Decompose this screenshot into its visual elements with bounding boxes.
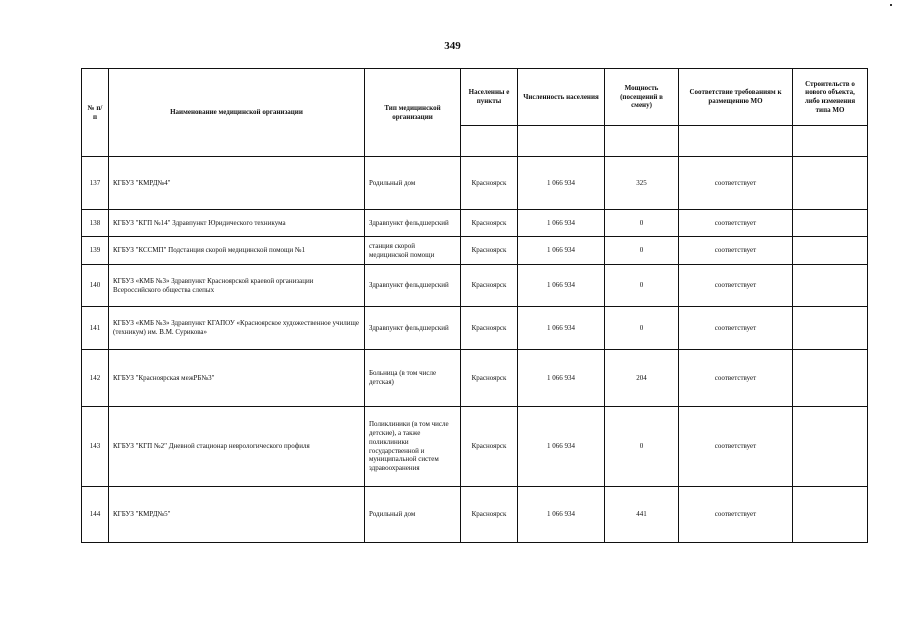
row-compliance: соответствует bbox=[679, 407, 793, 487]
header-sub-cell bbox=[605, 126, 679, 157]
row-type: Родильный дом bbox=[365, 157, 461, 210]
medical-organizations-table bbox=[81, 68, 868, 543]
row-num: 139 bbox=[82, 237, 109, 265]
table-row bbox=[82, 237, 868, 265]
header-compliance: Соответствие требованиям к размещению МО bbox=[679, 69, 793, 126]
header-type: Тип медицинской организации bbox=[365, 69, 461, 157]
row-capacity: 0 bbox=[605, 265, 679, 307]
row-construction bbox=[793, 407, 868, 487]
row-construction bbox=[793, 157, 868, 210]
row-population: 1 066 934 bbox=[518, 237, 605, 265]
header-num: № п/п bbox=[82, 69, 109, 157]
row-settlement: Красноярск bbox=[461, 210, 518, 237]
row-capacity: 0 bbox=[605, 407, 679, 487]
header-sub-cell bbox=[461, 126, 518, 157]
row-capacity: 0 bbox=[605, 237, 679, 265]
row-capacity: 0 bbox=[605, 210, 679, 237]
row-name: КГБУЗ «КМБ №3» Здравпункт КГАПОУ «Красноярское художественное училище (техникум) им. В.М. Сурикова» bbox=[109, 307, 365, 350]
row-type: Здравпункт фельдшерский bbox=[365, 210, 461, 237]
row-compliance: соответствует bbox=[679, 487, 793, 543]
table-row bbox=[82, 265, 868, 307]
table-row bbox=[82, 350, 868, 407]
row-type: станция скорой медицинской помощи bbox=[365, 237, 461, 265]
row-population: 1 066 934 bbox=[518, 407, 605, 487]
row-num: 140 bbox=[82, 265, 109, 307]
row-capacity: 441 bbox=[605, 487, 679, 543]
row-capacity: 0 bbox=[605, 307, 679, 350]
row-construction bbox=[793, 210, 868, 237]
table-row bbox=[82, 407, 868, 487]
row-settlement: Красноярск bbox=[461, 265, 518, 307]
row-compliance: соответствует bbox=[679, 350, 793, 407]
row-settlement: Красноярск bbox=[461, 237, 518, 265]
row-construction bbox=[793, 487, 868, 543]
row-num: 143 bbox=[82, 407, 109, 487]
table-row bbox=[82, 210, 868, 237]
row-name: КГБУЗ "КМРД№4" bbox=[109, 157, 365, 210]
header-sub-cell bbox=[679, 126, 793, 157]
row-name: КГБУЗ "КССМП" Подстанция скорой медицинской помощи №1 bbox=[109, 237, 365, 265]
row-name: КГБУЗ "Красноярская межРБ№3" bbox=[109, 350, 365, 407]
row-type: Здравпункт фельдшерский bbox=[365, 307, 461, 350]
row-name: КГБУЗ "КМРД№5" bbox=[109, 487, 365, 543]
row-num: 142 bbox=[82, 350, 109, 407]
row-construction bbox=[793, 237, 868, 265]
row-population: 1 066 934 bbox=[518, 210, 605, 237]
row-construction bbox=[793, 350, 868, 407]
row-construction bbox=[793, 265, 868, 307]
row-capacity: 325 bbox=[605, 157, 679, 210]
page-number: 349 bbox=[444, 40, 461, 52]
header-population: Численность населения bbox=[518, 69, 605, 126]
header-name: Наименование медицинской организации bbox=[109, 69, 365, 157]
row-settlement: Красноярск bbox=[461, 157, 518, 210]
row-settlement: Красноярск bbox=[461, 350, 518, 407]
row-type: Поликлиники (в том числе детские), а также поликлиники государственной и муниципальной систем здравоохранения bbox=[365, 407, 461, 487]
header-settlements: Населенны е пункты bbox=[461, 69, 518, 126]
row-name: КГБУЗ «КМБ №3» Здравпункт Красноярской краевой организации Всероссийского общества слепых bbox=[109, 265, 365, 307]
row-settlement: Красноярск bbox=[461, 307, 518, 350]
row-name: КГБУЗ "КГП №14" Здравпункт Юридического техникума bbox=[109, 210, 365, 237]
row-population: 1 066 934 bbox=[518, 487, 605, 543]
table-body bbox=[82, 157, 868, 543]
row-num: 141 bbox=[82, 307, 109, 350]
header-capacity: Мощность (посещений в смену) bbox=[605, 69, 679, 126]
row-type: Больница (в том числе детская) bbox=[365, 350, 461, 407]
row-population: 1 066 934 bbox=[518, 350, 605, 407]
row-capacity: 204 bbox=[605, 350, 679, 407]
table-row bbox=[82, 307, 868, 350]
row-compliance: соответствует bbox=[679, 265, 793, 307]
row-type: Родильный дом bbox=[365, 487, 461, 543]
header-construction: Строительств о нового объекта, либо изменения типа МО bbox=[793, 69, 868, 126]
row-compliance: соответствует bbox=[679, 210, 793, 237]
row-type: Здравпункт фельдшерский bbox=[365, 265, 461, 307]
header-sub-cell bbox=[793, 126, 868, 157]
row-num: 138 bbox=[82, 210, 109, 237]
row-population: 1 066 934 bbox=[518, 307, 605, 350]
row-compliance: соответствует bbox=[679, 307, 793, 350]
table-header-row bbox=[82, 69, 868, 126]
row-settlement: Красноярск bbox=[461, 487, 518, 543]
row-compliance: соответствует bbox=[679, 237, 793, 265]
header-sub-cell bbox=[518, 126, 605, 157]
speck-mark bbox=[890, 4, 892, 6]
row-population: 1 066 934 bbox=[518, 157, 605, 210]
row-population: 1 066 934 bbox=[518, 265, 605, 307]
row-num: 137 bbox=[82, 157, 109, 210]
row-settlement: Красноярск bbox=[461, 407, 518, 487]
row-compliance: соответствует bbox=[679, 157, 793, 210]
row-name: КГБУЗ "КГП №2" Дневной стационар неврологического профиля bbox=[109, 407, 365, 487]
row-construction bbox=[793, 307, 868, 350]
table-row bbox=[82, 157, 868, 210]
table-row bbox=[82, 487, 868, 543]
row-num: 144 bbox=[82, 487, 109, 543]
